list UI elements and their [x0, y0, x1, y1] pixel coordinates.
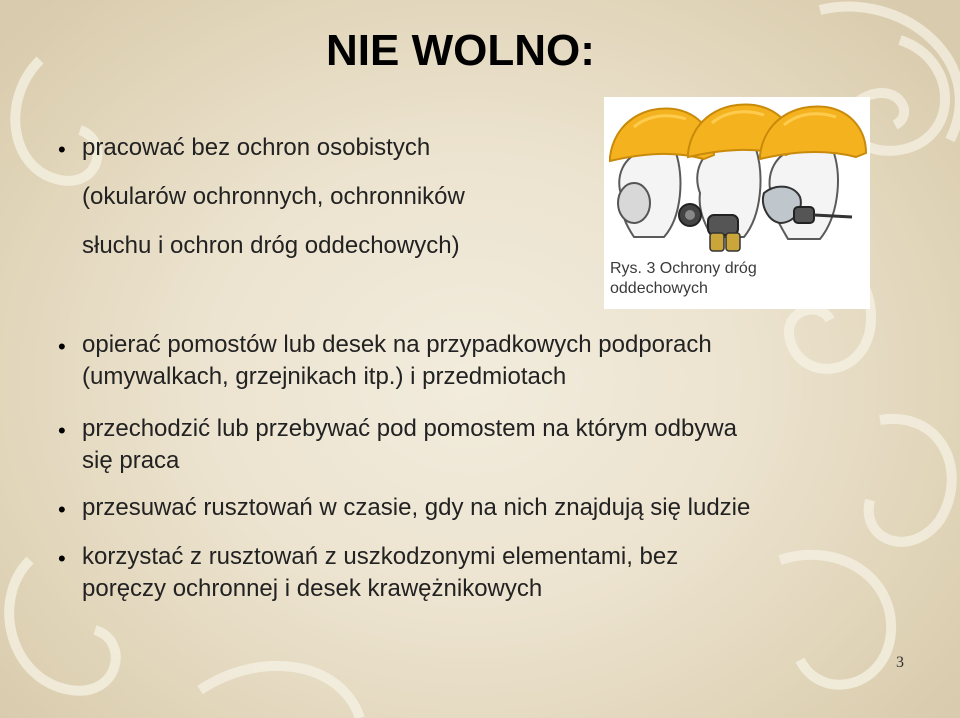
bullet-line: pracować bez ochron osobistych: [82, 134, 431, 161]
bullet-dot-icon: •: [58, 418, 66, 443]
bullet-dot-icon: •: [58, 497, 66, 522]
bullet-dot-icon: •: [58, 137, 66, 162]
bullet-line: opierać pomostów lub desek na przypadkowych podporach: [82, 331, 712, 358]
bullet-text: [82, 132, 465, 262]
caption-line: oddechowych: [610, 280, 708, 297]
figure-caption: [610, 259, 757, 299]
bullet-text: [82, 541, 678, 605]
helmets-with-respirators-illustration: [604, 97, 870, 257]
bullet-line: (okularów ochronnych, ochronników: [82, 183, 465, 210]
caption-line: Rys. 3 Ochrony dróg: [610, 260, 757, 277]
bullet-line: się praca: [82, 447, 180, 474]
bullet-dot-icon: •: [58, 334, 66, 359]
slide-title: NIE WOLNO:: [326, 26, 595, 75]
bullet-line: (umywalkach, grzejnikach itp.) i przedmiotach: [82, 363, 567, 390]
bullet-line: przesuwać rusztowań w czasie, gdy na nich znajdują się ludzie: [82, 494, 751, 521]
bullet-line: korzystać z rusztowań z uszkodzonymi elementami, bez: [82, 543, 679, 570]
bullet-line: przechodzić lub przebywać pod pomostem na którym odbywa: [82, 415, 737, 442]
page-number: 3: [896, 654, 904, 671]
bullet-text: [82, 492, 750, 524]
bullet-text: [82, 413, 737, 477]
respirator-helmets-figure: [604, 97, 870, 309]
bullet-line: poręczy ochronnej i desek krawężnikowych: [82, 575, 543, 602]
bullet-text: [82, 329, 712, 393]
bullet-line: słuchu i ochron dróg oddechowych): [82, 232, 460, 259]
bullet-dot-icon: •: [58, 546, 66, 571]
